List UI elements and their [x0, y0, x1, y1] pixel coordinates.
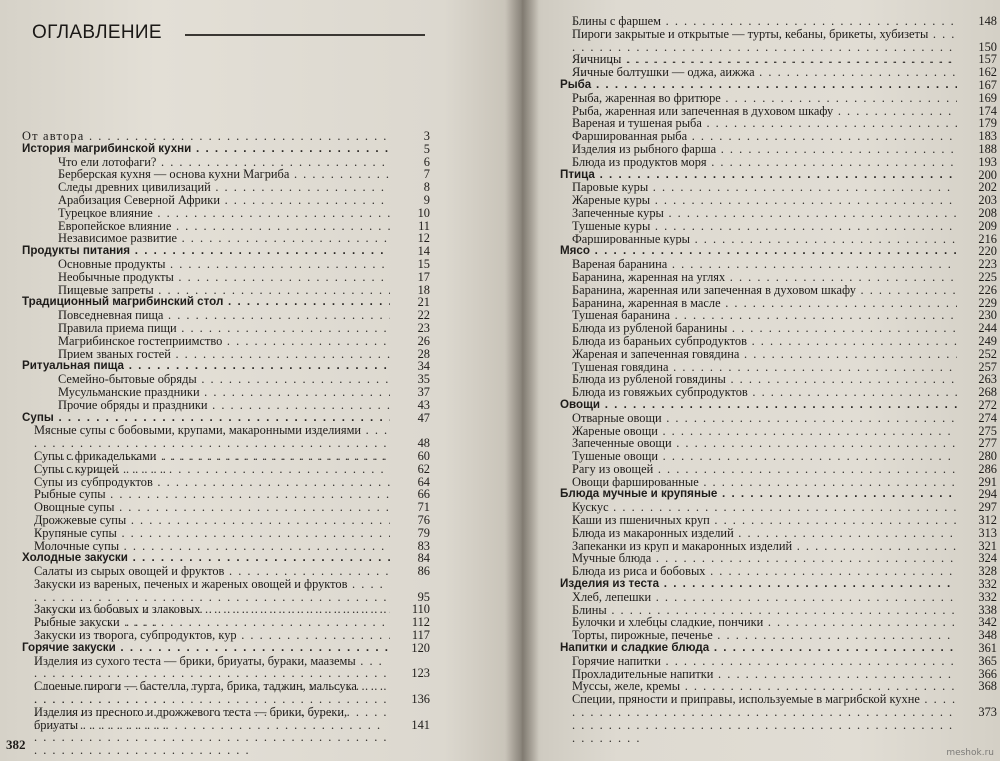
toc-entry-title: Запеканки из круп и макаронных изделий . . . [560, 540, 957, 553]
toc-entry-page: 34 [417, 359, 430, 374]
toc-entry-page: 15 [417, 256, 430, 271]
toc-entry-page: 12 [417, 231, 430, 246]
toc-entry-title: Тушеные куры . . . [560, 220, 957, 233]
toc-entry-page: 112 [411, 615, 430, 630]
toc-entry-title: Супы из субпродуктов . . . [22, 476, 390, 489]
toc-entry-page: 277 [978, 436, 997, 451]
toc-entry [560, 514, 997, 527]
toc-entry-title: Мучные блюда . . . [560, 552, 957, 565]
toc-entry [22, 603, 430, 616]
toc-entry-title: Европейское влияние . . . [22, 220, 390, 233]
toc-entry [560, 540, 997, 553]
toc-entry-page: 18 [417, 282, 430, 297]
toc-entry-page: 123 [411, 666, 430, 681]
toc-entry [560, 220, 997, 233]
toc-entry-title: Берберская кухня — основа кухни Магриба . . . [22, 168, 390, 181]
toc-section [22, 412, 430, 425]
toc-entry-page: 7 [423, 167, 430, 182]
toc-entry [560, 527, 997, 540]
toc-entry [560, 476, 997, 489]
toc-entry-title: История магрибинской кухни . . . [22, 143, 390, 156]
toc-entry [22, 424, 430, 450]
toc-entry-page: 324 [978, 551, 997, 566]
toc-entry-title: Закуски из вареных, печеных и жареных овощей и фруктов . . . [22, 578, 390, 629]
toc-entry-title: Супы . . . [22, 412, 390, 425]
toc-entry-page: 23 [417, 320, 430, 335]
toc-entry [560, 616, 997, 629]
toc-entry-page: 86 [417, 564, 430, 579]
toc-entry-page: 183 [978, 129, 997, 144]
toc-entry-title: Яичницы . . . [560, 53, 957, 66]
toc-entry-title: Баранина, жаренная в масле . . . [560, 297, 957, 310]
toc-entry-title: Торты, пирожные, печенье . . . [560, 629, 957, 642]
toc-entry [560, 271, 997, 284]
toc-entry-title: Молочные супы . . . [22, 540, 390, 553]
toc-entry [22, 399, 430, 412]
toc-heading: ОГЛАВЛЕНИЕ [32, 22, 162, 43]
toc-section [560, 245, 997, 258]
toc-entry-page: 280 [978, 449, 997, 464]
toc-entry-title: Баранина, жаренная или запеченная в духовом шкафу . . . [560, 284, 957, 297]
toc-entry-page: 150 [978, 39, 997, 54]
toc-section [560, 642, 997, 655]
toc-entry [560, 604, 997, 617]
toc-entry [560, 181, 997, 194]
toc-entry-title: Блюда из риса и бобовых . . . [560, 565, 957, 578]
toc-entry-page: 342 [978, 615, 997, 630]
toc-entry-title: Дрожжевые супы . . . [22, 514, 390, 527]
toc-entry-page: 321 [978, 538, 997, 553]
toc-section [22, 245, 430, 258]
toc-entry-title: Жареные овощи . . . [560, 425, 957, 438]
toc-entry [22, 207, 430, 220]
toc-entry-title: Яичные болтушки — оджа, аижжа . . . [560, 66, 957, 79]
toc-entry-title: Рагу из овощей . . . [560, 463, 957, 476]
toc-entry [22, 232, 430, 245]
toc-entry-page: 274 [978, 410, 997, 425]
toc-entry [22, 616, 430, 629]
toc-section [22, 642, 430, 655]
toc-entry-title: Салаты из сырых овощей и фруктов . . . [22, 565, 390, 578]
toc-entry-page: 229 [978, 295, 997, 310]
toc-entry-page: 79 [417, 525, 430, 540]
toc-entry-title: Рыбные закуски . . . [22, 616, 390, 629]
toc-entry [22, 373, 430, 386]
toc-entry [560, 143, 997, 156]
toc-entry [560, 348, 997, 361]
toc-entry [560, 92, 997, 105]
toc-entry [560, 233, 997, 246]
toc-entry-title: Блины . . . [560, 604, 957, 617]
toc-entry-title: Овощи . . . [560, 399, 957, 412]
toc-entry-page: 14 [417, 244, 430, 259]
right-page [522, 0, 1000, 761]
toc-entry-page: 257 [978, 359, 997, 374]
toc-entry-page: 162 [978, 65, 997, 80]
toc-entry-title: Блюда из рубленой говядины . . . [560, 373, 957, 386]
toc-entry-page: 203 [978, 193, 997, 208]
toc-entry [22, 348, 430, 361]
toc-entry [22, 271, 430, 284]
toc-entry-title: Мясные супы с бобовыми, крупами, макаронными изделиями . . . [22, 424, 390, 475]
toc-entry [560, 591, 997, 604]
toc-entry-title: Традиционный магрибинский стол . . . [22, 296, 390, 309]
toc-entry [560, 386, 997, 399]
toc-entry-title: Необычные продукты . . . [22, 271, 390, 284]
toc-entry-page: 365 [978, 653, 997, 668]
toc-entry-title: Напитки и сладкие блюда . . . [560, 642, 957, 655]
toc-entry [560, 309, 997, 322]
toc-entry-page: 220 [978, 244, 997, 259]
watermark: meshok.ru [946, 748, 994, 758]
toc-entry [560, 373, 997, 386]
toc-entry-page: 208 [978, 205, 997, 220]
toc-entry-page: 174 [978, 103, 997, 118]
toc-entry [22, 488, 430, 501]
toc-section [560, 488, 997, 501]
toc-entry-page: 60 [417, 448, 430, 463]
toc-entry-page: 48 [417, 436, 430, 451]
toc-entry-page: 348 [978, 628, 997, 643]
toc-entry-title: Изделия из пресного и дрожжевого теста — брики, буреки, бриуаты . . . [22, 706, 390, 757]
toc-entry-title: Овощные супы . . . [22, 501, 390, 514]
toc-entry-title: Ритуальная пища . . . [22, 360, 390, 373]
toc-entry-page: 167 [978, 77, 997, 92]
toc-entry [560, 501, 997, 514]
toc-entry [560, 450, 997, 463]
toc-entry-title: Баранина, жаренная на углях . . . [560, 271, 957, 284]
toc-entry-title: Что ели лотофаги? . . . [22, 156, 390, 169]
toc-entry-page: 95 [417, 589, 430, 604]
toc-entry-title: Паровые куры . . . [560, 181, 957, 194]
toc-entry [560, 66, 997, 79]
right-toc-list [560, 15, 997, 719]
toc-entry [560, 53, 997, 66]
toc-entry-page: 338 [978, 602, 997, 617]
toc-entry-title: Прохладительные напитки . . . [560, 668, 957, 681]
toc-entry [560, 335, 997, 348]
toc-section [560, 578, 997, 591]
toc-entry-title: Рыба . . . [560, 79, 957, 92]
toc-entry-title: Тушеная баранина . . . [560, 309, 957, 322]
toc-entry-page: 169 [978, 90, 997, 105]
toc-entry [22, 501, 430, 514]
toc-entry [22, 156, 430, 169]
toc-entry-page: 332 [978, 577, 997, 592]
toc-entry-page: 193 [978, 154, 997, 169]
toc-section [560, 169, 997, 182]
toc-entry-title: Блюда из рубленой баранины . . . [560, 322, 957, 335]
toc-entry-page: 84 [417, 551, 430, 566]
toc-entry-page: 120 [411, 640, 430, 655]
toc-entry [560, 437, 997, 450]
toc-entry-title: Супы с курицей . . . [22, 463, 390, 476]
toc-entry-page: 366 [978, 666, 997, 681]
toc-section [560, 399, 997, 412]
toc-entry-title: Хлеб, лепешки . . . [560, 591, 957, 604]
toc-entry-page: 22 [417, 308, 430, 323]
toc-entry-title: Горячие закуски . . . [22, 642, 390, 655]
toc-entry [560, 15, 997, 28]
toc-entry-page: 268 [978, 385, 997, 400]
toc-entry-page: 10 [417, 205, 430, 220]
toc-entry-page: 361 [978, 641, 997, 656]
toc-entry-page: 225 [978, 269, 997, 284]
left-toc-list [22, 130, 430, 731]
toc-section [22, 360, 430, 373]
toc-entry [22, 309, 430, 322]
toc-entry [560, 297, 997, 310]
toc-entry [560, 463, 997, 476]
toc-entry-title: Запеченные овощи . . . [560, 437, 957, 450]
toc-entry-title: Рыба, жаренная во фритюре . . . [560, 92, 957, 105]
toc-entry [22, 335, 430, 348]
toc-entry [22, 565, 430, 578]
toc-entry-title: Запеченные куры . . . [560, 207, 957, 220]
toc-entry-page: 8 [423, 180, 430, 195]
toc-entry-title: Магрибинское гостеприимство . . . [22, 335, 390, 348]
toc-entry [22, 181, 430, 194]
toc-entry [22, 220, 430, 233]
toc-entry-title: Кускус . . . [560, 501, 957, 514]
toc-entry-title: Жареная и запеченная говядина . . . [560, 348, 957, 361]
toc-entry-title: Блюда из говяжьих субпродуктов . . . [560, 386, 957, 399]
toc-entry-page: 313 [978, 525, 997, 540]
toc-entry-page: 216 [978, 231, 997, 246]
toc-entry-page: 209 [978, 218, 997, 233]
toc-entry-page: 64 [417, 474, 430, 489]
toc-entry [560, 668, 997, 681]
toc-entry-title: Каши из пшеничных круп . . . [560, 514, 957, 527]
toc-entry-page: 5 [423, 141, 430, 156]
toc-entry-title: Тушеные овощи . . . [560, 450, 957, 463]
toc-entry-title: Семейно-бытовые обряды . . . [22, 373, 390, 386]
toc-entry-title: Специи, пряности и приправы, используемые в магрибской кухне . . . [560, 693, 957, 744]
toc-entry-page: 66 [417, 487, 430, 502]
toc-entry-title: Мусульманские праздники . . . [22, 386, 390, 399]
toc-entry-title: Тушеная говядина . . . [560, 361, 957, 374]
toc-entry-page: 200 [978, 167, 997, 182]
toc-entry [560, 105, 997, 118]
toc-entry-page: 328 [978, 564, 997, 579]
toc-entry-title: Слоеные пироги — бастелла, турта, брика, таджин, мальсука . . . [22, 680, 390, 731]
toc-entry-title: Вареная и тушеная рыба . . . [560, 117, 957, 130]
toc-entry [22, 527, 430, 540]
toc-entry-page: 6 [423, 154, 430, 169]
toc-entry-page: 226 [978, 282, 997, 297]
toc-entry [22, 540, 430, 553]
toc-entry-page: 275 [978, 423, 997, 438]
toc-entry-page: 157 [978, 52, 997, 67]
toc-entry [22, 194, 430, 207]
toc-entry [560, 194, 997, 207]
toc-entry-title: Блины с фаршем . . . [560, 15, 957, 28]
toc-entry-title: Турецкое влияние . . . [22, 207, 390, 220]
toc-section [22, 296, 430, 309]
toc-entry-title: Повседневная пища . . . [22, 309, 390, 322]
toc-entry-page: 202 [978, 180, 997, 195]
toc-entry-title: Жареные куры . . . [560, 194, 957, 207]
toc-entry-title: Прочие обряды и праздники . . . [22, 399, 390, 412]
toc-entry-page: 37 [417, 384, 430, 399]
toc-entry-page: 286 [978, 461, 997, 476]
toc-entry [22, 514, 430, 527]
toc-entry-title: Рыба, жаренная или запеченная в духовом шкафу . . . [560, 105, 957, 118]
toc-entry [560, 284, 997, 297]
toc-entry-title: Блюда из бараньих субпродуктов . . . [560, 335, 957, 348]
toc-entry-page: 294 [978, 487, 997, 502]
toc-entry-page: 252 [978, 346, 997, 361]
heading-rule [185, 34, 425, 36]
toc-entry-title: Закуски из бобовых и злаковых . . . [22, 603, 390, 616]
toc-entry-title: Изделия из сухого теста — брики, бриуаты, бураки, мааземы . . . [22, 655, 390, 706]
toc-entry-title: Супы с фрикадельками . . . [22, 450, 390, 463]
toc-entry-title: Фаршированная рыба . . . [560, 130, 957, 143]
toc-entry [22, 476, 430, 489]
toc-entry-page: 83 [417, 538, 430, 553]
toc-entry-page: 148 [978, 14, 997, 28]
toc-entry-page: 110 [411, 602, 430, 617]
toc-entry-title: Крупяные супы . . . [22, 527, 390, 540]
toc-entry-page: 9 [423, 192, 430, 207]
toc-entry-title: Мясо . . . [560, 245, 957, 258]
toc-entry [22, 386, 430, 399]
toc-section [22, 143, 430, 156]
toc-entry [560, 258, 997, 271]
toc-entry [22, 655, 430, 681]
toc-entry-title: Птица . . . [560, 169, 957, 182]
toc-entry [560, 693, 997, 719]
toc-entry-page: 43 [417, 397, 430, 412]
toc-section [22, 552, 430, 565]
toc-entry-title: Горячие напитки . . . [560, 655, 957, 668]
toc-entry-page: 312 [978, 513, 997, 528]
toc-entry-page: 26 [417, 333, 430, 348]
toc-entry-title: Отварные овощи . . . [560, 412, 957, 425]
toc-entry-page: 17 [417, 269, 430, 284]
toc-entry [22, 168, 430, 181]
left-page-number: 382 [6, 737, 26, 752]
toc-entry-page: 291 [978, 474, 997, 489]
toc-entry-page: 263 [978, 372, 997, 387]
toc-entry [22, 284, 430, 297]
toc-entry-page: 272 [978, 397, 997, 412]
toc-entry-title: Блюда из продуктов моря . . . [560, 156, 957, 169]
toc-entry [22, 629, 430, 642]
toc-entry-title: Муссы, желе, кремы . . . [560, 680, 957, 693]
toc-entry-page: 332 [978, 589, 997, 604]
toc-entry-page: 47 [417, 410, 430, 425]
toc-entry-title: Овощи фаршированные . . . [560, 476, 957, 489]
toc-entry-title: Холодные закуски . . . [22, 552, 390, 565]
toc-entry-page: 11 [418, 218, 430, 233]
toc-entry-title: Независимое развитие . . . [22, 232, 390, 245]
toc-entry-page: 62 [417, 461, 430, 476]
toc-entry-page: 249 [978, 333, 997, 348]
toc-entry-page: 141 [411, 717, 430, 732]
toc-entry-page: 136 [411, 692, 430, 707]
toc-entry-title: Пироги закрытые и открытые — турты, кебаны, брикеты, хубизеты . . . [560, 28, 957, 79]
toc-entry [22, 706, 430, 732]
toc-section [22, 130, 430, 143]
toc-entry-page: 244 [978, 321, 997, 336]
toc-entry-title: Арабизация Северной Африки . . . [22, 194, 390, 207]
toc-entry-title: Пищевые запреты . . . [22, 284, 390, 297]
toc-entry [560, 412, 997, 425]
toc-entry [560, 552, 997, 565]
toc-entry-title: Фаршированные куры . . . [560, 233, 957, 246]
toc-entry [560, 28, 997, 54]
toc-entry-page: 28 [417, 346, 430, 361]
toc-entry-title: Следы древних цивилизаций . . . [22, 181, 390, 194]
toc-entry [560, 207, 997, 220]
toc-entry-page: 223 [978, 257, 997, 272]
toc-entry-title: Основные продукты . . . [22, 258, 390, 271]
toc-entry-page: 3 [423, 129, 430, 143]
toc-entry-title: Правила приема пищи . . . [22, 322, 390, 335]
toc-entry-page: 21 [417, 295, 430, 310]
toc-entry-title: Закуски из творога, субпродуктов, кур . . . [22, 629, 390, 642]
toc-entry [560, 322, 997, 335]
toc-entry [22, 680, 430, 706]
toc-entry-page: 297 [978, 500, 997, 515]
toc-entry [560, 680, 997, 693]
toc-entry-title: Рыбные супы . . . [22, 488, 390, 501]
toc-entry-page: 71 [417, 500, 430, 515]
toc-entry-title: Изделия из рыбного фарша . . . [560, 143, 957, 156]
toc-entry-title: Блюда мучные и крупяные . . . [560, 488, 957, 501]
toc-entry-title: Продукты питания . . . [22, 245, 390, 258]
toc-entry [560, 629, 997, 642]
toc-entry [560, 361, 997, 374]
toc-entry-title: Блюда из макаронных изделий . . . [560, 527, 957, 540]
toc-entry [560, 655, 997, 668]
toc-entry-page: 368 [978, 679, 997, 694]
toc-entry-title: Булочки и хлебцы сладкие, пончики . . . [560, 616, 957, 629]
toc-section [560, 79, 997, 92]
toc-entry-title: Прием званых гостей . . . [22, 348, 390, 361]
toc-entry-title: Изделия из теста . . . [560, 578, 957, 591]
toc-entry-title: Вареная баранина . . . [560, 258, 957, 271]
toc-entry-page: 76 [417, 512, 430, 527]
toc-entry [22, 258, 430, 271]
toc-entry [22, 463, 430, 476]
toc-entry [22, 578, 430, 604]
toc-entry-title: От автора . . . [22, 130, 390, 143]
toc-entry-page: 117 [411, 628, 430, 643]
toc-entry [22, 450, 430, 463]
toc-entry-page: 230 [978, 308, 997, 323]
toc-entry-page: 373 [978, 705, 997, 720]
toc-entry [560, 565, 997, 578]
toc-entry [22, 322, 430, 335]
toc-entry-page: 179 [978, 116, 997, 131]
toc-entry [560, 130, 997, 143]
toc-entry-page: 188 [978, 141, 997, 156]
toc-entry-page: 35 [417, 372, 430, 387]
toc-entry [560, 425, 997, 438]
toc-entry [560, 156, 997, 169]
toc-entry [560, 117, 997, 130]
